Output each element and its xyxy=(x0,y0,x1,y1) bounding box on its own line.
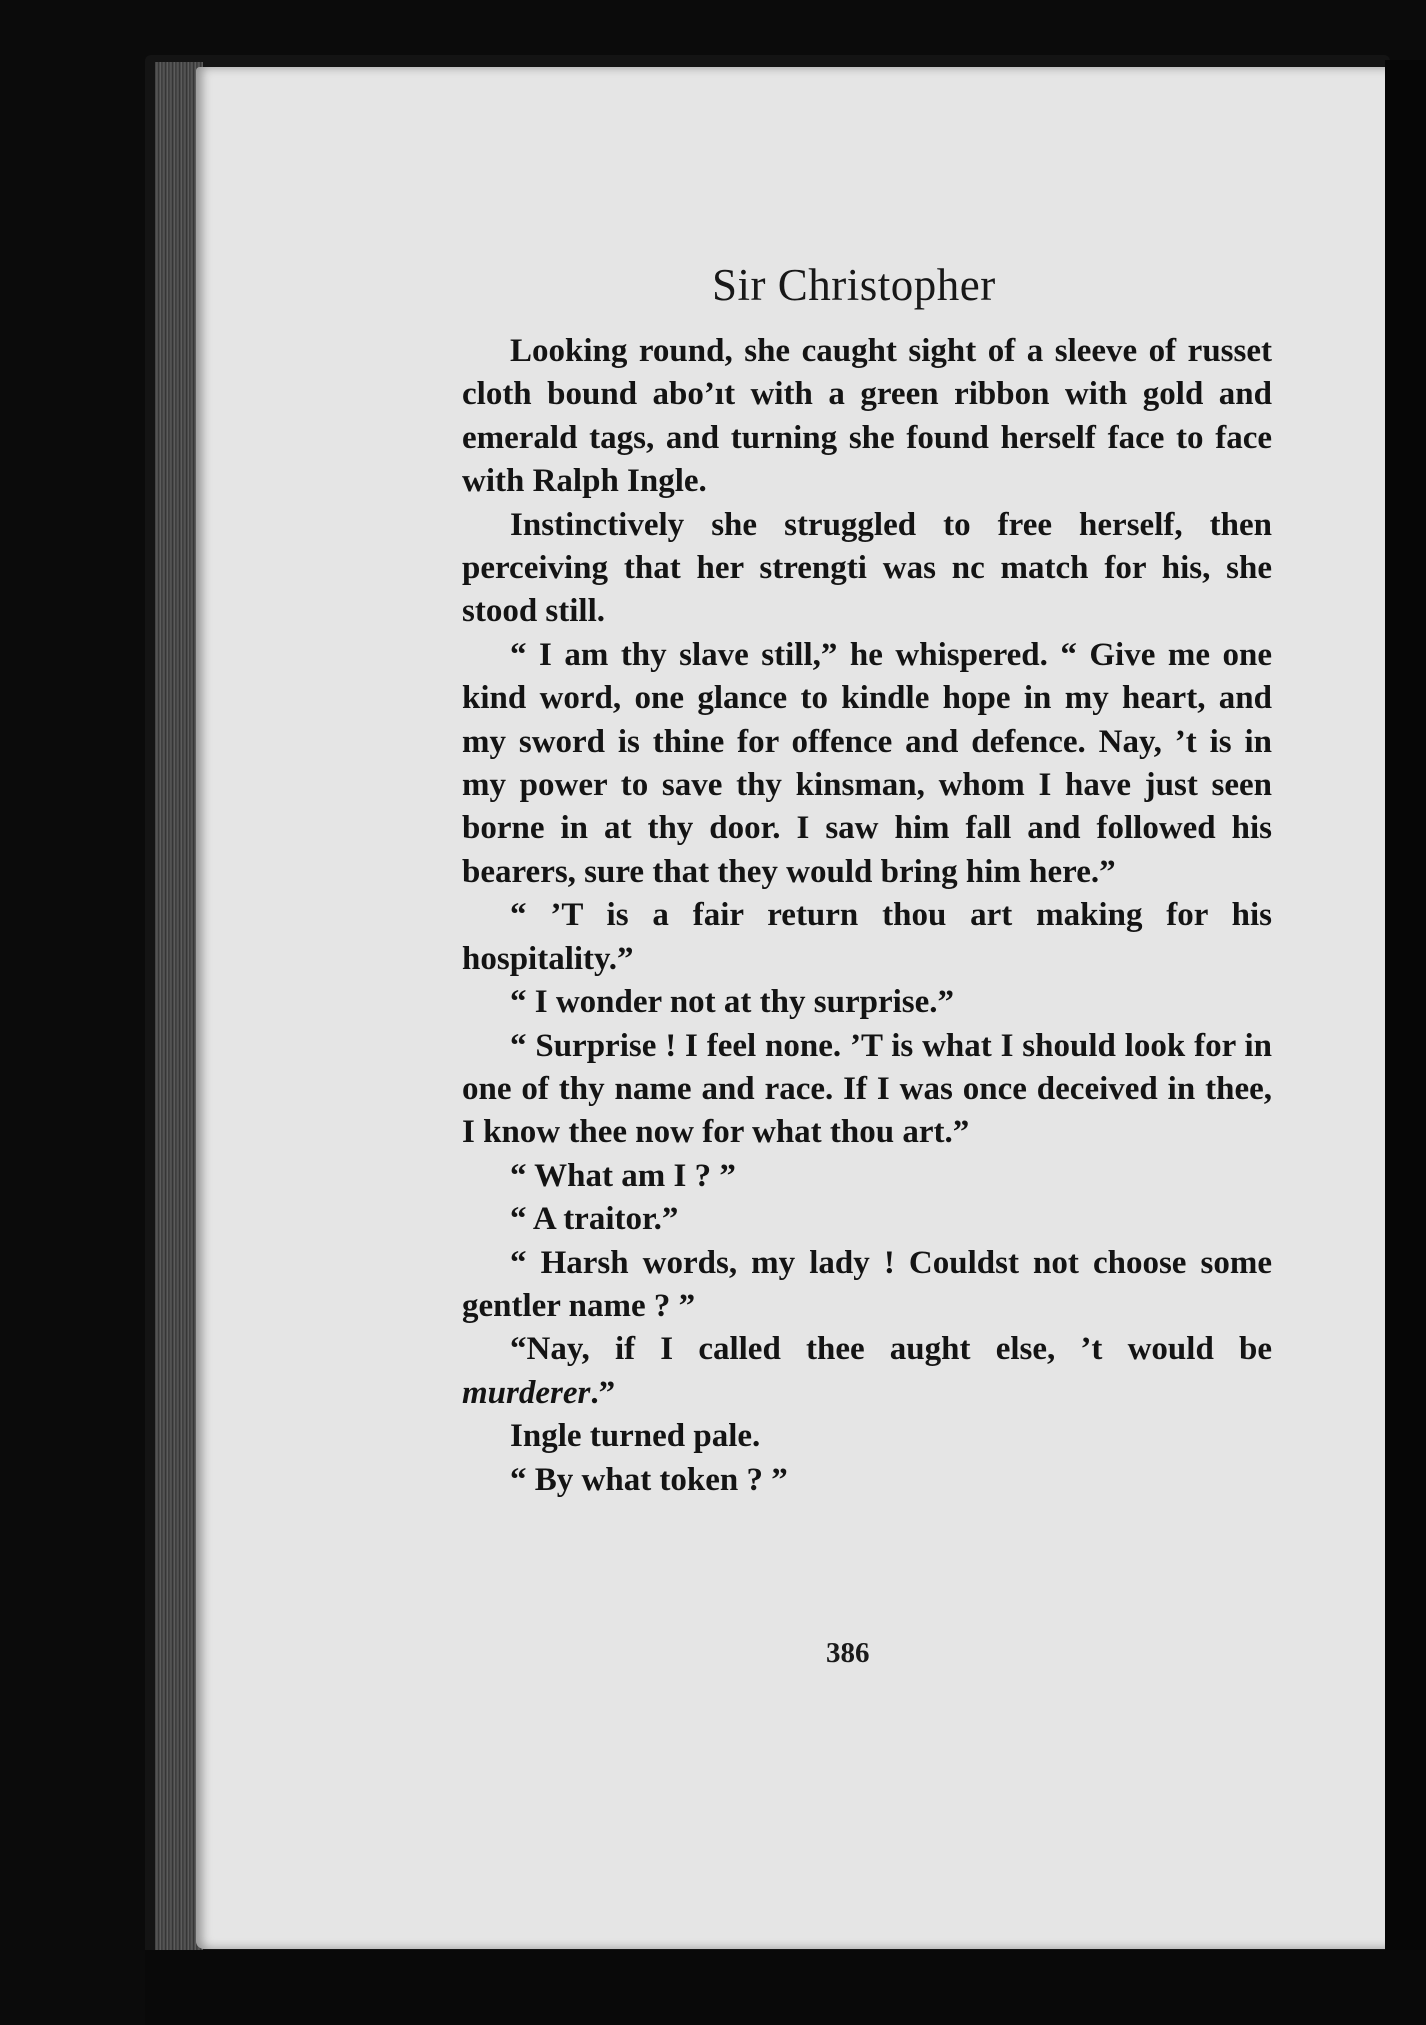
running-head: Sir Christopher xyxy=(712,260,996,310)
paragraph: “ Harsh words, my lady ! Couldst not choose some gentler name ? ” xyxy=(462,1244,1272,1324)
paragraph: “ A traitor.” xyxy=(510,1201,679,1238)
paragraph: Ingle turned pale. xyxy=(510,1418,761,1455)
paragraph: “ I am thy slave still,” he whispered. “ Give me one kind word, one glance to kindle hope in my heart, and my sword is thine for offence and defence. Nay, ’t is in my power to save thy kinsman, whom I have just seen borne in at thy door. I saw him fall and followed his bearers, sure that they would bring him here.” xyxy=(462,636,1272,890)
paragraph: “ By what token ? ” xyxy=(510,1461,788,1498)
paragraph: “ I wonder not at thy surprise.” xyxy=(510,984,955,1021)
paragraph: “ What am I ? ” xyxy=(510,1157,736,1194)
emphasis-word: murderer xyxy=(462,1374,591,1411)
page-number: 386 xyxy=(826,1637,870,1669)
paragraph-tail: .” xyxy=(590,1374,616,1411)
paragraph: “ Surprise ! I feel none. ’T is what I should look for in one of thy name and race. If I was once deceived in thee, I know thee now for what thou art.” xyxy=(462,1027,1272,1151)
paragraph xyxy=(462,1328,1272,1415)
paragraph: Looking round, she caught sight of a sleeve of russet cloth bound abo’ıt with a green ribbon with gold and emerald tags, and turning she found herself face to face with Ralph Ingle. xyxy=(462,333,1272,500)
paragraph-text: “Nay, if I called thee aught else, ’t would be xyxy=(510,1331,1272,1368)
paragraph: “ ’T is a fair return thou art making for his hospitality.” xyxy=(462,897,1272,977)
body-text xyxy=(462,330,1272,1502)
bottom-shadow xyxy=(145,1950,1426,2025)
right-shadow xyxy=(1385,60,1426,1960)
paragraph: Instinctively she struggled to free herself, then perceiving that her strengti was nc match for his, she stood still. xyxy=(462,506,1272,630)
